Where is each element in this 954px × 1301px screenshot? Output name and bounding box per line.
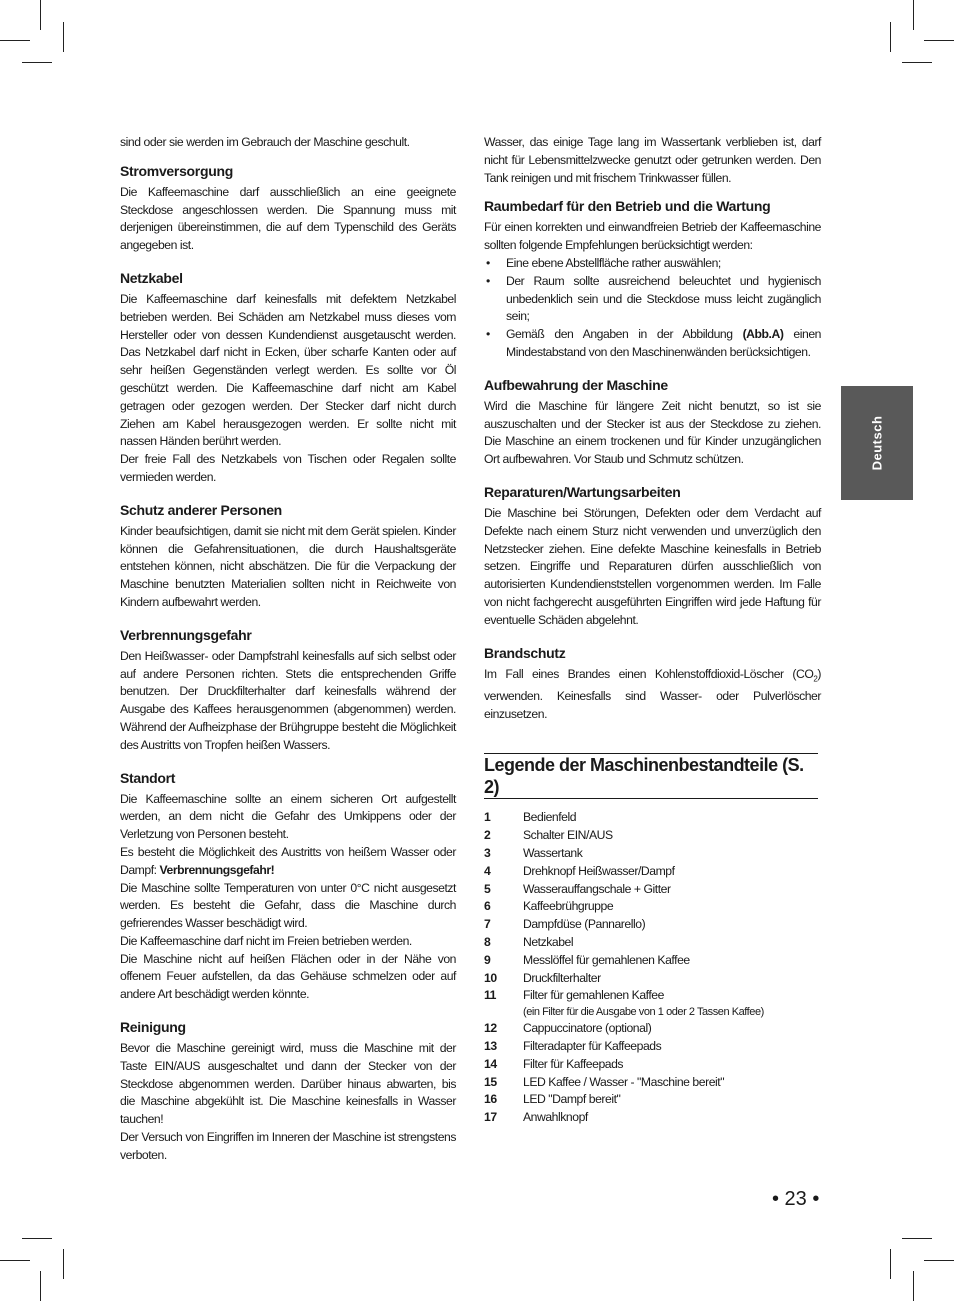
crop-mark: [890, 22, 891, 52]
legend-item-text: Anwahlknopf: [523, 1110, 588, 1125]
legend-item-number: 11: [484, 988, 496, 1003]
heading-verbrennung: Verbrennungsgefahr: [120, 626, 252, 643]
text-stromversorgung: Die Kaffeemaschine darf ausschließlich an eine geeignete Steckdose angeschlossen werden. Die Spannung muss mit derjenigen übereinstimmen, die auf dem Typenschild des Geräts angegeben ist.: [120, 184, 456, 253]
legend-item-text: LED Kaffee / Wasser - "Maschine bereit": [523, 1074, 725, 1089]
legend-item-number: 7: [484, 917, 491, 932]
legend-item: [484, 1074, 821, 1092]
legend-item-label: [523, 898, 613, 916]
text-reinigung-2: Der Versuch von Eingriffen im Inneren der Maschine ist strengstens verboten.: [120, 1130, 456, 1162]
language-tab: [841, 386, 913, 500]
subscript: 2: [813, 673, 818, 683]
legend-item-number: 9: [484, 952, 491, 967]
legend-item-text: Filter für gemahlenen Kaffee: [523, 988, 664, 1003]
legend-item-number: 1: [484, 810, 491, 825]
legend-item: [484, 881, 821, 899]
list-item-text: Gemäß den Angaben in der Abbildung: [506, 327, 743, 342]
intro-text-right: Wasser, das einige Tage lang im Wassertank verblieben ist, darf nicht für Lebensmittelzwecke genutzt oder getrunken werden. Den Tank reinigen und mit frischem Trinkwasser füllen.: [484, 135, 821, 185]
crop-mark: [924, 40, 954, 41]
crop-mark: [0, 40, 30, 41]
legend-item-text: Dampfdüse (Pannarello): [523, 917, 646, 932]
text-standort-1: Die Kaffeemaschine sollte an einem sicheren Ort aufgestellt werden, an dem nicht die Gefahr des Umkippens oder der Verletzung von Personen besteht.: [120, 791, 456, 842]
legend-item-text: Drehknopf Heißwasser/Dampf: [523, 863, 675, 878]
legend-item-number: 5: [484, 881, 491, 896]
intro-text: sind oder sie werden im Gebrauch der Maschine geschult.: [120, 135, 410, 149]
crop-mark: [40, 1271, 41, 1301]
legend-item: [484, 845, 821, 863]
legend-item-number: 17: [484, 1110, 497, 1125]
legend-item-number: 15: [484, 1074, 497, 1089]
list-item: • Eine ebene Abstellfläche rather auswählen;: [484, 255, 821, 273]
text-standort-2a: Es besteht die Möglichkeit des Austritts von heißem Wasser oder Dampf:: [120, 844, 456, 877]
legend-item-text: Bedienfeld: [523, 810, 577, 825]
legend-item: [484, 970, 821, 988]
heading-reinigung: Reinigung: [120, 1019, 186, 1036]
legend-item-label: [523, 863, 675, 881]
legend-item: [484, 952, 821, 970]
text-raumbedarf: Für einen korrekten und einwandfreien Betrieb der Kaffeemaschine sollten folgende Empfehlungen berücksichtigt werden:: [484, 220, 821, 253]
warning-verbrennung: Verbrennungsgefahr!: [159, 862, 275, 877]
crop-mark: [924, 1260, 954, 1261]
legend-item-label: [523, 881, 671, 899]
legend-item-label: [523, 1020, 651, 1038]
legend-item-number: 12: [484, 1021, 497, 1036]
legend-item-label: [523, 987, 764, 1020]
right-column: [484, 134, 821, 1127]
raumbedarf-list: [484, 255, 821, 362]
text-schutz: Kinder beaufsichtigen, damit sie nicht mit dem Gerät spielen. Kinder können die Gefahrensituationen, die durch Haushaltsgeräte entstehen können, nicht abschätzen. Die für die Verpackung der Maschine benutzten Materialien sollten nicht in Reichweite von Kindern aufbewahrt werden.: [120, 523, 456, 609]
legend-item-label: [523, 934, 573, 952]
legend-item-label: [523, 952, 690, 970]
legend-item: [484, 827, 821, 845]
legend-item: [484, 1109, 821, 1127]
text-brandschutz-b: ) verwenden. Keinesfalls sind Wasser- oder Pulverlöscher einzusetzen.: [484, 666, 821, 721]
text-standort-3: Die Maschine sollte Temperaturen von unter 0°C nicht ausgesetzt werden. Es besteht die Gefahr, dass die Maschine durch gefrierendes Wasser beschädigt wird.: [120, 880, 456, 931]
crop-mark: [913, 0, 914, 30]
crop-mark: [0, 1260, 30, 1261]
language-tab-label: Deutsch: [869, 415, 885, 471]
crop-mark: [902, 1238, 932, 1239]
legend-item-label: [523, 845, 582, 863]
legend-item-label: [523, 970, 601, 988]
legend-item: [484, 1056, 821, 1074]
legend-item-text: Cappuccinatore (optional): [523, 1021, 652, 1036]
heading-raumbedarf: Raumbedarf für den Betrieb und die Wartung: [484, 198, 771, 215]
legend-item-text: Wassertank: [523, 845, 583, 860]
legend-item: [484, 898, 821, 916]
crop-mark: [63, 22, 64, 52]
figure-ref: (Abb.A): [742, 327, 784, 342]
list-item-text: einen Mindestabstand von den Maschinenwänden berücksichtigen.: [506, 327, 821, 359]
crop-mark: [902, 62, 932, 63]
legend-item-number: 14: [484, 1056, 497, 1071]
heading-schutz: Schutz anderer Personen: [120, 501, 282, 518]
heading-aufbewahrung: Aufbewahrung der Maschine: [484, 376, 668, 393]
legend-item-number: 4: [484, 863, 491, 878]
text-standort-4: Die Kaffeemaschine darf nicht im Freien betrieben werden.: [120, 933, 412, 948]
legend-item-label: [523, 1109, 588, 1127]
text-reinigung-1: Bevor die Maschine gereinigt wird, muss die Maschine mit der Taste EIN/AUS ausgeschaltet und dann der Stecker von der Steckdose abgenommen werden. Darüber hinaus abwarten, bis die Maschine abgekühlt ist. Die Maschine keinesfalls in Wasser tauchen!: [120, 1041, 456, 1127]
crop-mark: [63, 1249, 64, 1279]
crop-mark: [913, 1271, 914, 1301]
legend-item-text: Kaffeebrühgruppe: [523, 899, 614, 914]
legend-item-number: 13: [484, 1038, 497, 1053]
heading-brandschutz: Brandschutz: [484, 644, 566, 661]
text-brandschutz: [484, 666, 821, 724]
text-aufbewahrung: Wird die Maschine für längere Zeit nicht benutzt, so ist sie auszuschalten und der Stecker ist aus der Steckdose zu ziehen. Die Maschine an einem trockenen und für Kinder unzugänglichen Ort aufbewahren. Vor Staub und Schmutz schützen.: [484, 398, 821, 467]
legend-item: [484, 987, 821, 1020]
crop-mark: [22, 1238, 52, 1239]
legend-item: [484, 934, 821, 952]
text-standort-2: [120, 844, 456, 880]
text-standort-5: Die Maschine nicht auf heißen Flächen oder in der Nähe von offenem Feuer aufstellen, da das Gehäuse schmelzen oder auf andere Art beschädigt werden könnte.: [120, 951, 456, 1002]
legend-item-text: Wasserauffangschale + Gitter: [523, 881, 671, 896]
legend-item-number: 2: [484, 828, 491, 843]
legend-item-text: Filteradapter für Kaffeepads: [523, 1038, 662, 1053]
heading-netzkabel: Netzkabel: [120, 269, 183, 286]
legend-item-text: LED "Dampf bereit": [523, 1092, 621, 1107]
text-reparaturen: Die Maschine bei Störungen, Defekten oder dem Verdacht auf Defekte nach einem Sturz nicht verwenden und unverzüglich den Netzstecker ziehen. Eine defekte Maschine keinesfalls in Betrieb setzen. Eingriffe und Reparaturen dürfen ausschließlich von autorisierten Kundendienststellen vorgenommen werden. Im Falle von nicht fachgerecht ausgeführten Eingriffen wird jede Haftung für eventuelle Schäden abgelehnt.: [484, 505, 821, 627]
legend-list: [484, 809, 821, 1127]
legend-item-label: [523, 1091, 620, 1109]
legend-item-number: 6: [484, 899, 491, 914]
legend-item: [484, 809, 821, 827]
left-column: [120, 134, 456, 1165]
crop-mark: [40, 0, 41, 30]
legend-item-subtext: (ein Filter für die Ausgabe von 1 oder 2 Tassen Kaffee): [523, 1006, 764, 1019]
legend-item-number: 10: [484, 970, 497, 985]
page-number: • 23 •: [772, 1188, 820, 1210]
list-item: • Der Raum sollte ausreichend beleuchtet und hygienisch unbedenklich sein und die Steckdose muss leicht zugänglich sein;: [484, 273, 821, 326]
crop-mark: [22, 62, 52, 63]
text-verbrennung: Den Heißwasser- oder Dampfstrahl keinesfalls auf sich selbst oder auf andere Personen richten. Stets die entsprechenden Griffe benutzen. Der Druckfilterhalter darf keinesfalls während der Ausgabe des Kaffees herausgenommen (abgenommen) werden. Während der Aufheizphase der Brühgruppe besteht die Möglichkeit des Austritts von Tropfen heißen Wassers.: [120, 648, 456, 752]
legend-item-label: [523, 1074, 724, 1092]
legend-item-label: [523, 1056, 623, 1074]
legend-item: [484, 1091, 821, 1109]
text-netzkabel-2: Der freie Fall des Netzkabels von Tischen oder Regalen sollte vermieden werden.: [120, 452, 456, 484]
legend-item: [484, 1038, 821, 1056]
legend-item-number: 8: [484, 934, 491, 949]
legend-item-label: [523, 1038, 661, 1056]
heading-stromversorgung: Stromversorgung: [120, 162, 233, 179]
legend-item: [484, 863, 821, 881]
list-item: [484, 326, 821, 362]
heading-standort: Standort: [120, 769, 176, 786]
legend-item-text: Schalter EIN/AUS: [523, 828, 613, 843]
legend-item-text: Druckfilterhalter: [523, 970, 601, 985]
legend-item: [484, 916, 821, 934]
legend-title: Legende der Maschinenbestandteile (S. 2): [484, 753, 818, 799]
legend-item-label: [523, 827, 613, 845]
text-netzkabel-1: Die Kaffeemaschine darf keinesfalls mit defektem Netzkabel betrieben werden. Bei Schäden am Netzkabel muss dieses vom Hersteller oder von dessen Kundendienst ausgetauscht werden. Das Netzkabel darf nicht in Ecken, über scharfe Kanten oder auf sehr heißen Gegenständen verlegt werden. Es sollte vor Öl geschützt werden. Die Kaffeemaschine darf nicht am Kabel getragen oder gezogen werden. Der Stecker darf nicht durch Ziehen am Kabel herausgezogen werden. Er sollte nicht mit nassen Händen berührt werden.: [120, 291, 456, 449]
heading-reparaturen: Reparaturen/Wartungsarbeiten: [484, 483, 681, 500]
legend-item-number: 16: [484, 1092, 497, 1107]
legend-item-text: Filter für Kaffeepads: [523, 1056, 624, 1071]
legend-item-number: 3: [484, 845, 491, 860]
legend-item-text: Messlöffel für gemahlenen Kaffee: [523, 952, 690, 967]
legend-item-text: Netzkabel: [523, 934, 574, 949]
crop-mark: [890, 1249, 891, 1279]
legend-item-label: [523, 916, 645, 934]
legend-item: [484, 1020, 821, 1038]
text-brandschutz-a: Im Fall eines Brandes einen Kohlenstoffdioxid-Löscher (CO: [484, 666, 814, 681]
legend-item-label: [523, 809, 576, 827]
